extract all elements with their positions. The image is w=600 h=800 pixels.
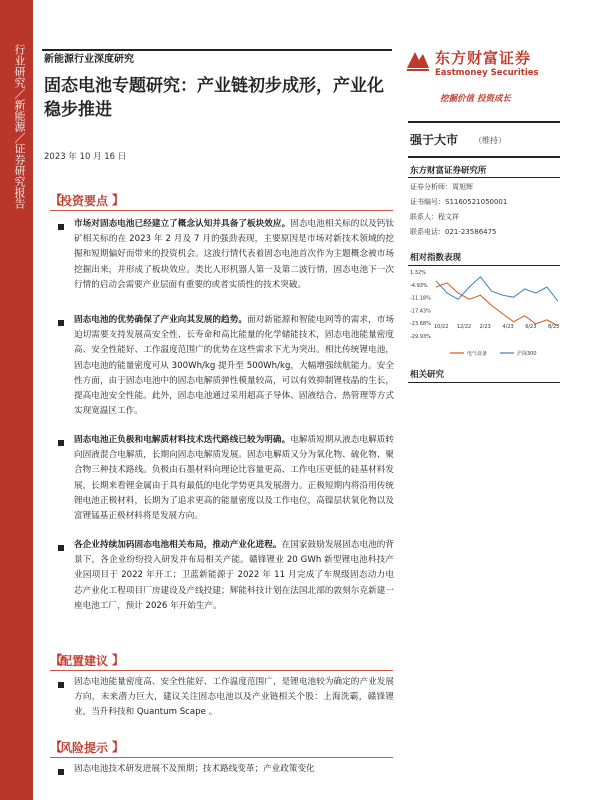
section-allocation-label: 配置建议 (60, 654, 109, 668)
bullet-1 (58, 224, 64, 230)
rating-note: （维持） (474, 136, 506, 145)
contact-person: 联系人：程文祥 (410, 213, 459, 221)
y-tick-label: -4.93% (410, 282, 428, 289)
report-date: 2023 年 10 月 16 日 (44, 152, 127, 162)
relative-index-chart (410, 268, 560, 368)
x-tick-label: 8/23 (548, 324, 560, 330)
bullet-2 (58, 320, 64, 326)
y-tick-label: 1.32% (410, 270, 426, 276)
paragraph-1-body: 固态电池相关标的以及钙钛矿相关标的在 2023 年 2 月及 7 月的强劲表现，主要原因是市场对新技术领域的挖掘和短期偏好而带来的投资机会。这波行情代表着固态电池首次作为主题概念被市场挖掘出来，并形成了板块效应。类比人形机器人第一及第二波行情，固态电池下一次行情的启动会需要产业层面有重要的或者实质性的技术突破。 (74, 219, 394, 290)
section-key-points-label: 投资要点 (60, 194, 109, 208)
y-tick-label: -29.93% (410, 334, 431, 340)
rating-rule-top (408, 121, 560, 123)
paragraph-3-body: 电解质短期从液态电解质转向固液混合电解质，长期向固态电解质发展。固态电解质又分为氧化物、硫化物、聚合物三种技术路线。负极由石墨材料向理论比容量更高、工作电压更低的硅基材料发展，长期来看锂金属由于具有最低的电化学势更具发展潜力。正极短期内将沿用传统锂电池正极材料，长期为了追求更高的能量密度以及工作电位，高镍层状氧化物以及富锂锰基正极材料将是发展方向。 (74, 435, 394, 522)
sidebar-category-text: 行业研究／新能源／证券研究报告 (13, 44, 26, 209)
paragraph-6-body: 固态电池技术研发进展不及预期；技术路线变革；产业政策变化 (74, 764, 315, 774)
paragraph-2-lead: 固态电池的优势确保了产业向其发展的趋势。 (74, 315, 247, 325)
x-tick-label: 10/22 (434, 324, 449, 330)
bullet-4 (58, 545, 64, 551)
paragraph-4-body: 在国家鼓励发展固态电池的背景下，各企业纷纷投入研发并布局相关产能。赣锋锂业 20 GWh 新型锂电池科技产业园项目于 2022 年开工；卫蓝新能源于 2022 年 11 月完成了车规级固态动力电芯产业化工程项目厂房建设及产线投建；辉能科技计划在法国北部的敦刻尔克新建一座电池工厂，预计 2026 年开始生产。 (74, 540, 394, 611)
report-title: 固态电池专题研究：产业链初步成形，产业化稳步推进 (44, 76, 384, 120)
bullet-5 (58, 682, 64, 688)
x-tick-label: 2/23 (479, 324, 491, 330)
related-research-heading: 相关研究 (410, 370, 445, 380)
paragraph-4 (74, 538, 394, 614)
bullet-6 (58, 769, 64, 775)
rating-label: 强于大市 (410, 133, 459, 147)
contact-phone: 联系电话：021-23586475 (410, 228, 497, 236)
legend-label: 沪深300 (517, 351, 537, 357)
paragraph-3 (74, 433, 394, 524)
analyst-name: 证券分析师：周旭辉 (410, 183, 473, 191)
paragraph-3-lead: 固态电池正负极和电解质材料技术迭代路线已较为明确。 (74, 435, 291, 445)
paragraph-1-lead: 市场对固态电池已经建立了概念认知并具备了板块效应。 (74, 219, 291, 229)
legend-label: 电气设备 (467, 351, 488, 357)
paragraph-2 (74, 313, 394, 419)
brand-name-en: Eastmoney Securities (435, 68, 539, 78)
y-tick-label: -17.43% (410, 308, 431, 315)
rating-rule-bottom (408, 156, 560, 158)
institute-name: 东方财富证券研究所 (410, 166, 487, 176)
x-tick-label: 4/23 (502, 324, 514, 330)
paragraph-5-body: 固态电池能量密度高、安全性能好、工作温度范围广，是锂电池较为确定的产业发展方向，未来潜力巨大，建议关注固态电池以及产业链相关个股：上海洗霸，赣锋锂业，当升科技和 Quantum Scape 。 (74, 677, 394, 718)
index-chart-rule (408, 265, 560, 266)
brand-slogan: 挖掘价值 投资成长 (440, 94, 511, 104)
x-tick-label: 6/23 (525, 324, 537, 330)
section-risk-label: 风险提示 (60, 741, 109, 755)
y-tick-label: -11.18% (410, 295, 431, 302)
paragraph-4-lead: 各企业持续加码固态电池相关布局，推动产业化进程。 (74, 540, 282, 550)
report-type: 新能源行业深度研究 (44, 54, 134, 65)
index-chart-heading: 相对指数表现 (410, 253, 462, 263)
x-tick-label: 12/22 (456, 324, 472, 330)
brand-mark-icon (405, 48, 431, 72)
analyst-cert: 证书编号：S1160521050001 (410, 198, 508, 206)
paragraph-5 (74, 675, 394, 721)
left-sidebar (0, 0, 33, 800)
section-allocation: 【 配置建议 】 (50, 649, 410, 671)
section-risk: 【 风险提示 】 (50, 736, 410, 758)
paragraph-2-body: 面对新能源和智能电网等的需求，市场迫切需要支持发展高安全性、长寿命和高比能量的化学储能技术，固态电池能量密度高、安全性能好、工作温度范围广的优势在这些需求下尤为突出。相比传统锂电池，固态电池的能量密度可从 300Wh/kg 提升至 500Wh/kg，大幅增强续航能力。安全性方面，由于固态电池中的固态电解质弹性模量较高，可以有效抑制锂枝晶的生长，提高电池安全性能。此外，固态电池通过采用超高子导体、固液结合、热管理等方式实现宽温区工作。 (74, 315, 394, 417)
brand-name-cn: 东方财富证券 (435, 49, 532, 67)
paragraph-1 (74, 217, 394, 293)
series-line-电气设备 (436, 283, 558, 326)
y-tick-label: -23.68% (410, 321, 431, 328)
paragraph-6 (74, 762, 394, 777)
related-research-rule (408, 382, 560, 383)
institute-rule (408, 177, 560, 178)
bullet-3 (58, 440, 64, 446)
section-key-points: 【 投资要点 】 (50, 189, 410, 211)
